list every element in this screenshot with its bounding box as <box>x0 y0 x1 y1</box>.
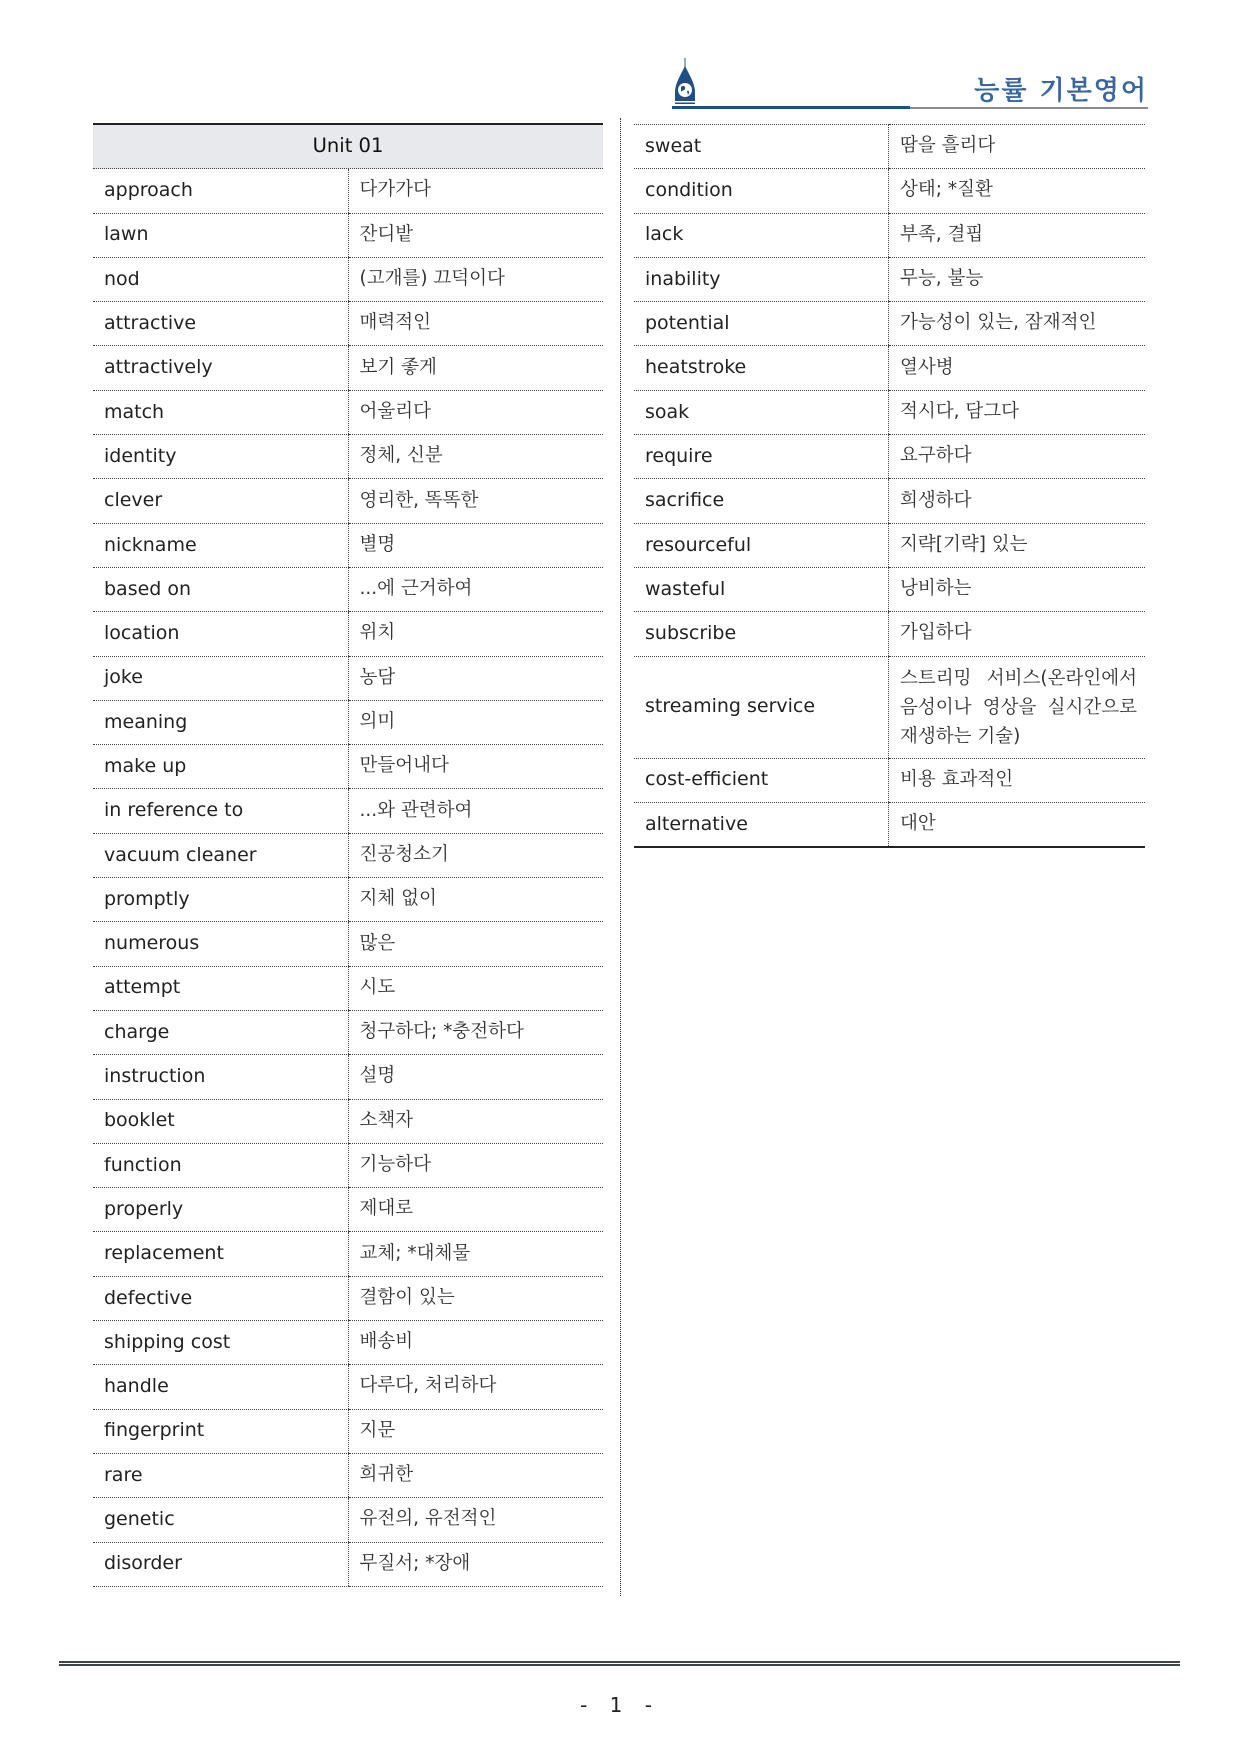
korean-meaning: 지략[기략] 있는 <box>889 523 1146 567</box>
header-rule-blue <box>672 106 910 109</box>
english-term: nickname <box>93 523 348 567</box>
english-term: instruction <box>93 1055 348 1099</box>
vocab-row <box>634 656 1145 758</box>
vocab-row <box>93 1453 603 1497</box>
korean-meaning: 요구하다 <box>889 435 1146 479</box>
vocab-table-left <box>93 123 603 1587</box>
vocab-row <box>93 1188 603 1232</box>
vocab-row <box>634 346 1145 390</box>
korean-meaning: 열사병 <box>889 346 1146 390</box>
english-term: soak <box>634 390 889 434</box>
english-term: approach <box>93 169 348 213</box>
vocab-row <box>93 302 603 346</box>
vocab-row <box>93 833 603 877</box>
english-term: inability <box>634 257 889 301</box>
vocab-row <box>634 435 1145 479</box>
korean-meaning: 영리한, 똑똑한 <box>348 479 603 523</box>
english-term: fingerprint <box>93 1409 348 1453</box>
korean-meaning: 보기 좋게 <box>348 346 603 390</box>
vocab-row <box>93 479 603 523</box>
column-divider <box>620 118 621 1596</box>
korean-meaning: 낭비하는 <box>889 567 1146 611</box>
korean-meaning: 청구하다; *충전하다 <box>348 1010 603 1054</box>
english-term: make up <box>93 745 348 789</box>
vocab-row <box>634 302 1145 346</box>
english-term: disorder <box>93 1542 348 1586</box>
korean-meaning: 많은 <box>348 922 603 966</box>
vocab-row <box>93 878 603 922</box>
vocab-row <box>93 700 603 744</box>
english-term: sweat <box>634 125 889 169</box>
english-term: defective <box>93 1276 348 1320</box>
korean-meaning: 무능, 불능 <box>889 257 1146 301</box>
vocab-row <box>93 169 603 213</box>
english-term: numerous <box>93 922 348 966</box>
english-term: function <box>93 1143 348 1187</box>
english-term: attractively <box>93 346 348 390</box>
english-term: alternative <box>634 802 889 847</box>
korean-meaning: 의미 <box>348 700 603 744</box>
korean-meaning: 배송비 <box>348 1321 603 1365</box>
korean-meaning: 정체, 신분 <box>348 435 603 479</box>
vocab-row <box>93 1099 603 1143</box>
vocab-row <box>634 169 1145 213</box>
korean-meaning: 기능하다 <box>348 1143 603 1187</box>
korean-meaning: 만들어내다 <box>348 745 603 789</box>
vocab-row <box>93 612 603 656</box>
vocab-row <box>93 1409 603 1453</box>
english-term: require <box>634 435 889 479</box>
korean-meaning: 스트리밍 서비스(온라인에서 음성이나 영상을 실시간으로 재생하는 기술) <box>889 656 1146 758</box>
english-term: streaming service <box>634 656 889 758</box>
vocab-row <box>634 125 1145 169</box>
fountain-pen-globe-icon <box>672 58 698 108</box>
korean-meaning: 가능성이 있는, 잠재적인 <box>889 302 1146 346</box>
korean-meaning: 시도 <box>348 966 603 1010</box>
korean-meaning: 적시다, 담그다 <box>889 390 1146 434</box>
korean-meaning: ...에 근거하여 <box>348 567 603 611</box>
page-number: - 1 - <box>580 1693 660 1717</box>
english-term: location <box>93 612 348 656</box>
unit-header-row <box>93 124 603 169</box>
english-term: identity <box>93 435 348 479</box>
vocab-row <box>93 966 603 1010</box>
english-term: joke <box>93 656 348 700</box>
korean-meaning: 가입하다 <box>889 612 1146 656</box>
korean-meaning: ...와 관련하여 <box>348 789 603 833</box>
english-term: resourceful <box>634 523 889 567</box>
english-term: subscribe <box>634 612 889 656</box>
korean-meaning: 대안 <box>889 802 1146 847</box>
vocab-row <box>93 922 603 966</box>
english-term: meaning <box>93 700 348 744</box>
vocab-row <box>634 567 1145 611</box>
korean-meaning: 유전의, 유전적인 <box>348 1498 603 1542</box>
english-term: booklet <box>93 1099 348 1143</box>
korean-meaning: 다루다, 처리하다 <box>348 1365 603 1409</box>
korean-meaning: 위치 <box>348 612 603 656</box>
korean-meaning: 소책자 <box>348 1099 603 1143</box>
english-term: promptly <box>93 878 348 922</box>
english-term: lawn <box>93 213 348 257</box>
english-term: lack <box>634 213 889 257</box>
vocab-row <box>93 435 603 479</box>
vocab-row <box>93 1365 603 1409</box>
english-term: wasteful <box>634 567 889 611</box>
vocab-row <box>93 1542 603 1586</box>
vocab-row <box>93 567 603 611</box>
english-term: shipping cost <box>93 1321 348 1365</box>
korean-meaning: 땀을 흘리다 <box>889 125 1146 169</box>
english-term: heatstroke <box>634 346 889 390</box>
vocab-row <box>93 745 603 789</box>
english-term: cost-efficient <box>634 758 889 802</box>
korean-meaning: 부족, 결핍 <box>889 213 1146 257</box>
korean-meaning: 결함이 있는 <box>348 1276 603 1320</box>
english-term: match <box>93 390 348 434</box>
footer-rule <box>59 1661 1180 1666</box>
vocab-row <box>634 523 1145 567</box>
english-term: condition <box>634 169 889 213</box>
vocab-row <box>93 1276 603 1320</box>
korean-meaning: 상태; *질환 <box>889 169 1146 213</box>
vocab-row <box>634 612 1145 656</box>
english-term: charge <box>93 1010 348 1054</box>
publisher-title: 능률 기본영어 <box>974 76 1148 106</box>
korean-meaning: (고개를) 끄덕이다 <box>348 257 603 301</box>
english-term: in reference to <box>93 789 348 833</box>
vocab-row <box>634 802 1145 847</box>
vocab-row <box>93 1321 603 1365</box>
korean-meaning: 잔디밭 <box>348 213 603 257</box>
vocab-row <box>93 1010 603 1054</box>
korean-meaning: 비용 효과적인 <box>889 758 1146 802</box>
korean-meaning: 설명 <box>348 1055 603 1099</box>
vocab-row <box>93 789 603 833</box>
english-term: attractive <box>93 302 348 346</box>
korean-meaning: 희생하다 <box>889 479 1146 523</box>
korean-meaning: 별명 <box>348 523 603 567</box>
korean-meaning: 제대로 <box>348 1188 603 1232</box>
english-term: based on <box>93 567 348 611</box>
vocab-row <box>93 213 603 257</box>
korean-meaning: 진공청소기 <box>348 833 603 877</box>
vocab-table-right <box>634 124 1145 848</box>
english-term: nod <box>93 257 348 301</box>
korean-meaning: 매력적인 <box>348 302 603 346</box>
korean-meaning: 지체 없이 <box>348 878 603 922</box>
vocab-row <box>93 257 603 301</box>
korean-meaning: 교체; *대체물 <box>348 1232 603 1276</box>
english-term: genetic <box>93 1498 348 1542</box>
vocab-row <box>634 758 1145 802</box>
vocab-row <box>634 479 1145 523</box>
vocab-row <box>93 1143 603 1187</box>
korean-meaning: 농담 <box>348 656 603 700</box>
vocab-row <box>93 1498 603 1542</box>
vocab-row <box>634 390 1145 434</box>
english-term: vacuum cleaner <box>93 833 348 877</box>
korean-meaning: 무질서; *장애 <box>348 1542 603 1586</box>
vocab-row <box>93 346 603 390</box>
korean-meaning: 어울리다 <box>348 390 603 434</box>
vocab-row <box>634 213 1145 257</box>
english-term: properly <box>93 1188 348 1232</box>
english-term: replacement <box>93 1232 348 1276</box>
vocab-row <box>93 523 603 567</box>
english-term: sacrifice <box>634 479 889 523</box>
korean-meaning: 다가가다 <box>348 169 603 213</box>
unit-title: Unit 01 <box>93 124 603 169</box>
vocab-row <box>93 1232 603 1276</box>
header-rule-gray <box>910 107 1148 109</box>
vocab-row <box>93 1055 603 1099</box>
vocab-row <box>93 656 603 700</box>
english-term: handle <box>93 1365 348 1409</box>
korean-meaning: 희귀한 <box>348 1453 603 1497</box>
vocab-row <box>634 257 1145 301</box>
english-term: clever <box>93 479 348 523</box>
english-term: potential <box>634 302 889 346</box>
english-term: rare <box>93 1453 348 1497</box>
english-term: attempt <box>93 966 348 1010</box>
vocab-row <box>93 390 603 434</box>
korean-meaning: 지문 <box>348 1409 603 1453</box>
